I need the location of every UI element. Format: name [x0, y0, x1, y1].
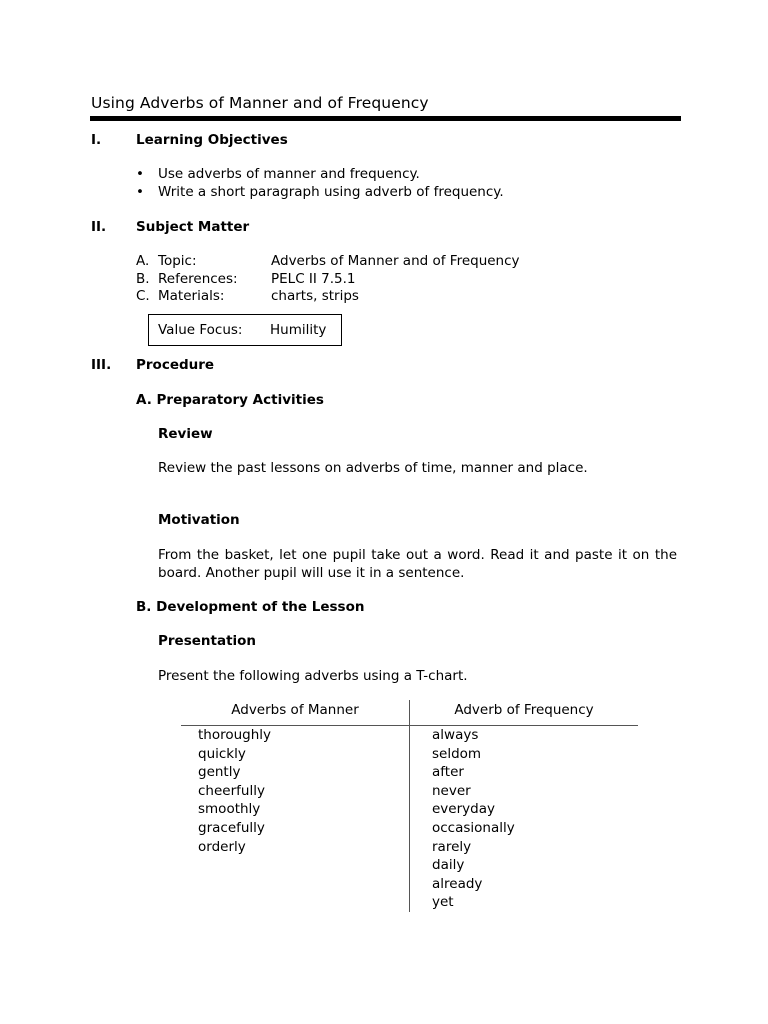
list-item: smoothly [198, 801, 261, 818]
value-focus-box [148, 314, 342, 346]
manner-adverbs-list [198, 726, 271, 856]
section-heading-procedure: Procedure [136, 357, 215, 373]
section-heading-subject-matter: Subject Matter [136, 219, 250, 235]
section-numeral-subject-matter: II. [91, 219, 107, 235]
title-underline-rule [90, 116, 681, 121]
objective-text: Write a short paragraph using adverb of frequency. [158, 184, 504, 200]
row-value: PELC II 7.5.1 [271, 271, 356, 287]
row-label: References: [158, 271, 238, 287]
row-value: Adverbs of Manner and of Frequency [271, 253, 520, 269]
list-item: occasionally [432, 819, 515, 836]
list-item: everyday [432, 801, 495, 818]
t-chart-header-frequency: Adverb of Frequency [454, 702, 594, 718]
document-title: Using Adverbs of Manner and of Frequency [91, 94, 429, 112]
list-item: quickly [198, 745, 246, 762]
heading-motivation: Motivation [158, 512, 240, 528]
row-label: Materials: [158, 288, 225, 304]
list-item: rarely [432, 838, 472, 855]
list-item: already [432, 875, 483, 892]
objective-text: Use adverbs of manner and frequency. [158, 166, 420, 182]
list-item: after [432, 764, 464, 781]
list-item: never [432, 782, 471, 799]
frequency-adverbs-list [432, 726, 515, 912]
t-chart-header-manner: Adverbs of Manner [231, 702, 359, 718]
row-label: Topic: [158, 253, 197, 269]
list-item: orderly [198, 838, 246, 855]
list-item: always [432, 727, 479, 743]
list-item: thoroughly [198, 727, 272, 743]
subsection-heading-preparatory: A. Preparatory Activities [136, 392, 324, 408]
motivation-text: From the basket, let one pupil take out a word. Read it and paste it on the board. Another pupil will use it in a sentence. [158, 547, 677, 581]
value-focus-value: Humility [270, 322, 327, 338]
row-letter: B. [136, 271, 150, 287]
heading-review: Review [158, 426, 213, 442]
list-item: cheerfully [198, 782, 265, 799]
row-letter: A. [136, 253, 150, 269]
section-heading-objectives: Learning Objectives [136, 132, 288, 148]
list-item: gracefully [198, 819, 265, 836]
objectives-list [136, 165, 504, 201]
list-item: daily [432, 857, 465, 874]
heading-presentation: Presentation [158, 633, 257, 649]
list-item: gently [198, 764, 241, 781]
list-item: yet [432, 894, 454, 911]
section-numeral-objectives: I. [91, 132, 102, 148]
list-item: seldom [432, 745, 482, 762]
section-numeral-procedure: III. [91, 357, 112, 373]
list-item [136, 183, 504, 201]
list-item [136, 165, 504, 183]
bullet-icon: • [136, 166, 144, 182]
presentation-text: Present the following adverbs using a T-chart. [158, 668, 468, 684]
review-text: Review the past lessons on adverbs of time, manner and place. [158, 460, 588, 476]
value-focus-label: Value Focus: [158, 322, 243, 338]
row-letter: C. [136, 288, 150, 304]
bullet-icon: • [136, 184, 144, 200]
subsection-heading-development: B. Development of the Lesson [136, 599, 365, 615]
row-value: charts, strips [271, 288, 359, 304]
t-chart [181, 700, 638, 912]
t-chart-vertical-rule [409, 700, 410, 912]
